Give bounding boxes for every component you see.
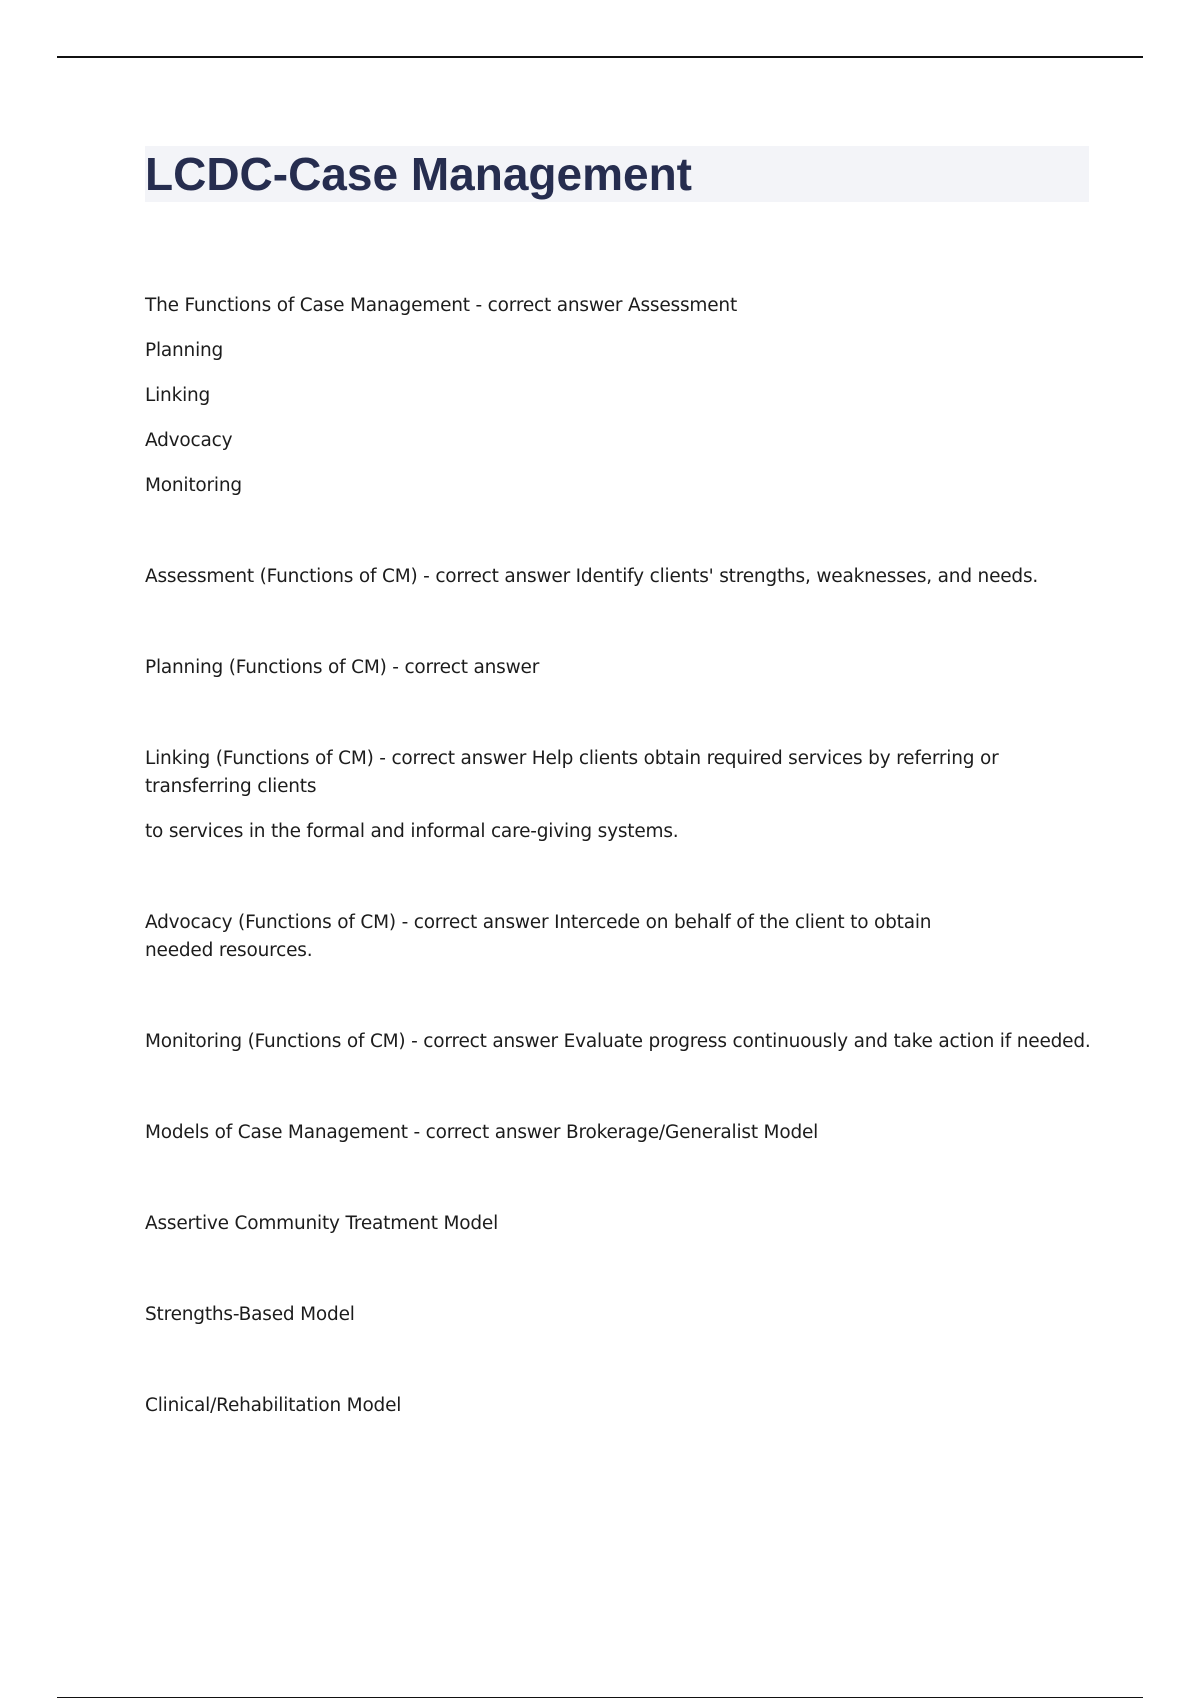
entry-linking: Linking (145, 385, 211, 406)
entry-monitoring: Monitoring (145, 475, 242, 496)
entry-clinical-rehabilitation-model: Clinical/Rehabilitation Model (145, 1395, 402, 1416)
entry-linking-continuation: to services in the formal and informal care-giving systems. (145, 821, 679, 842)
entry-linking-functions: Linking (Functions of CM) - correct answer Help clients obtain required services by referring or transferring clients (145, 748, 999, 797)
entry-advocacy-functions: Advocacy (Functions of CM) - correct answer Intercede on behalf of the client to obtain needed resources. (145, 912, 932, 961)
entry-models-of-case-management: Models of Case Management - correct answer Brokerage/Generalist Model (145, 1122, 819, 1143)
entry-advocacy: Advocacy (145, 430, 233, 451)
entry-functions-of-case-management: The Functions of Case Management - correct answer Assessment (145, 295, 737, 316)
entry-assessment-functions: Assessment (Functions of CM) - correct answer Identify clients' strengths, weaknesses, and needs. (145, 566, 1039, 587)
flashcard-content (145, 292, 1095, 1420)
entry-monitoring-functions: Monitoring (Functions of CM) - correct answer Evaluate progress continuously and take action if needed. (145, 1031, 1091, 1052)
entry-strengths-based-model: Strengths-Based Model (145, 1304, 355, 1325)
top-rule (57, 56, 1143, 58)
entry-planning-functions: Planning (Functions of CM) - correct answer (145, 657, 540, 678)
entry-assertive-community-treatment: Assertive Community Treatment Model (145, 1213, 499, 1234)
entry-planning: Planning (145, 340, 224, 361)
bottom-rule (57, 1697, 1143, 1698)
page-title: LCDC-Case Management (145, 148, 692, 200)
